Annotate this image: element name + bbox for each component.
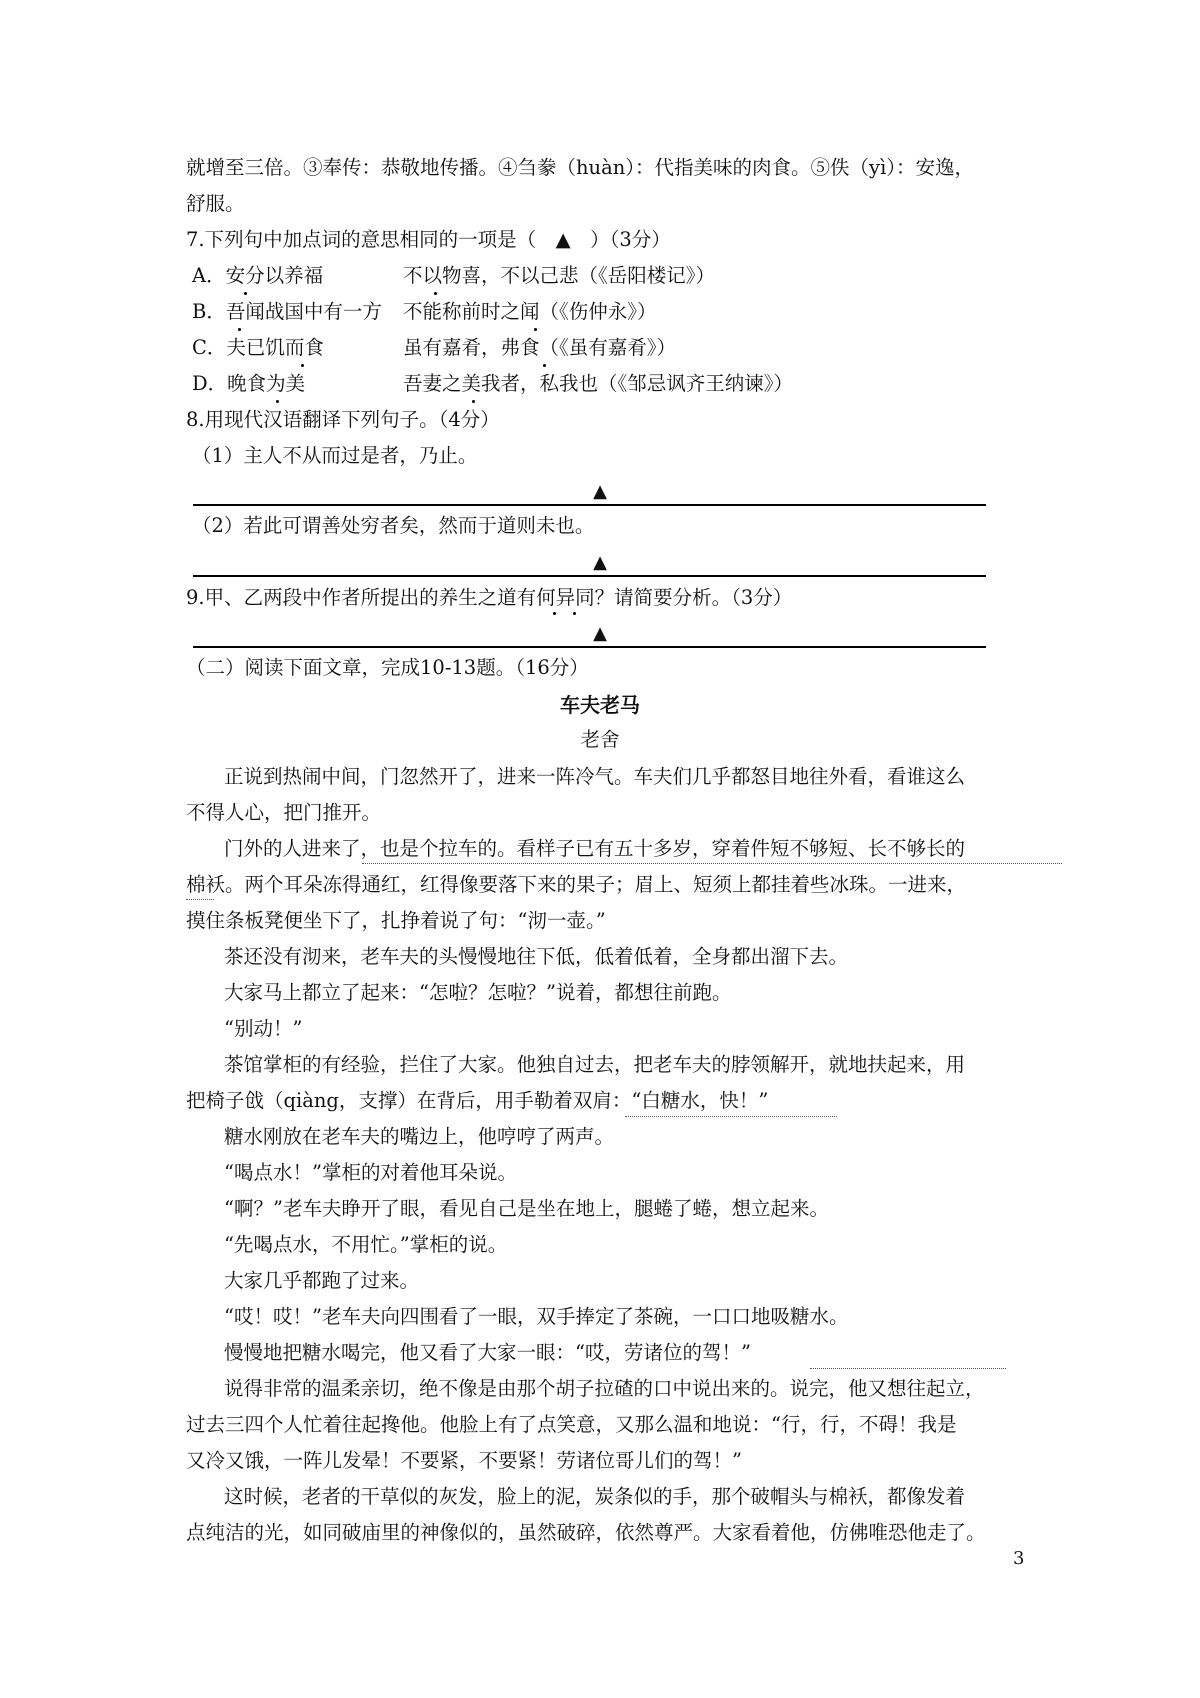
emphasis-dot [534, 328, 537, 331]
answer-line[interactable] [193, 504, 986, 506]
article-author: 老舍 [580, 728, 620, 751]
paragraph-line: 棉袄。两个耳朵冻得通红，红得像要落下来的果子；眉上、短须上都挂着些冰珠。一进来， [186, 873, 967, 896]
paragraph-line: 糖水刚放在老车夫的嘴边上，他哼哼了两声。 [224, 1125, 615, 1148]
paragraph-line: 茶还没有沏来，老车夫的头慢慢地往下低，低着低着，全身都出溜下去。 [224, 945, 849, 968]
option-a-left: A．安分以养福 [192, 264, 324, 287]
emphasis-dot [301, 364, 304, 367]
emphasis-dot [573, 612, 576, 615]
paragraph-line: “别动！” [224, 1017, 303, 1040]
answer-mark: ▲ [593, 481, 607, 502]
paragraph-line: 大家几乎都跑了过来。 [224, 1269, 420, 1292]
paragraph-line: “先喝点水，不用忙。”掌柜的说。 [224, 1233, 508, 1256]
paragraph-line: 又冷又饿，一阵儿发晕！不要紧，不要紧！劳诸位哥儿们的驾！” [186, 1449, 742, 1472]
emphasis-dot [472, 400, 475, 403]
paragraph-line: 过去三四个人忙着往起搀他。他脸上有了点笑意，又那么温和地说：“行，行，不碍！我是 [186, 1413, 957, 1436]
option-d-right: 吾妻之美我者，私我也（《邹忌讽齐王纳谏》） [403, 372, 794, 395]
wavy-underline [186, 899, 214, 900]
paragraph-line: 慢慢地把糖水喝完，他又看了大家一眼：“哎，劳诸位的驾！” [224, 1341, 751, 1364]
option-b-right: 不能称前时之闻（《伤仲永》） [403, 300, 657, 323]
paragraph-line: “喝点水！”掌柜的对着他耳朵说。 [224, 1161, 517, 1184]
option-c-left: C．夫已饥而食 [192, 336, 324, 359]
option-a-right: 不以物喜，不以己悲（《岳阳楼记》） [403, 264, 716, 287]
paragraph-line: 大家马上都立了起来：“怎啦？怎啦？”说着，都想往前跑。 [224, 981, 732, 1004]
question-8-stem: 8.用现代汉语翻译下列句子。（4分） [186, 408, 500, 431]
answer-mark: ▲ [593, 623, 607, 644]
emphasis-dot [276, 400, 279, 403]
paragraph-line: “哎！哎！”老车夫向四围看了一眼，双手捧定了茶碗，一口口地吸糖水。 [224, 1305, 849, 1328]
question-9-stem: 9.甲、乙两段中作者所提出的养生之道有何异同？请简要分析。（3分） [186, 586, 793, 609]
option-c-right: 虽有嘉肴，弗食（《虽有嘉肴》） [403, 336, 677, 359]
paragraph-line: 不得人心，把门推开。 [186, 801, 382, 824]
paragraph-line: 门外的人进来了，也是个拉车的。看样子已有五十多岁，穿着件短不够短、长不够长的 [224, 837, 966, 860]
wavy-underline [362, 863, 1062, 864]
article-title: 车夫老马 [560, 693, 640, 717]
paragraph-line: 茶馆掌柜的有经验，拦住了大家。他独自过去，把老车夫的脖领解开，就地扶起来，用 [224, 1053, 966, 1076]
emphasis-dot [543, 364, 546, 367]
footnote-line: 舒服。 [186, 192, 245, 215]
paragraph-line: 正说到热闹中间，门忽然开了，进来一阵冷气。车夫们几乎都怒目地往外看，看谁这么 [224, 765, 966, 788]
wavy-underline [625, 1116, 837, 1117]
emphasis-dot [238, 328, 241, 331]
paragraph-line: 摸住条板凳便坐下了，扎挣着说了句：“沏一壶。” [186, 909, 606, 932]
page-number: 3 [1013, 1548, 1025, 1569]
answer-line[interactable] [193, 575, 986, 577]
question-7-stem: 7.下列句中加点词的意思相同的一项是（ ▲ ）（3分） [186, 228, 671, 251]
answer-mark: ▲ [593, 552, 607, 573]
emphasis-dot [244, 292, 247, 295]
question-8-sentence-2: （2）若此可谓善处穷者矣，然而于道则未也。 [192, 514, 595, 537]
section-heading: （二）阅读下面文章，完成10-13题。（16分） [186, 656, 589, 679]
question-8-sentence-1: （1）主人不从而过是者，乃止。 [192, 444, 478, 467]
emphasis-dot [434, 292, 437, 295]
paragraph-line: “啊？”老车夫睁开了眼，看见自己是坐在地上，腿蜷了蜷，想立起来。 [224, 1197, 829, 1220]
option-d-left: D．晚食为美 [192, 372, 306, 395]
paragraph-line: 点纯洁的光，如同破庙里的神像似的，虽然破碎，依然尊严。大家看着他，仿佛唯恐他走了。 [186, 1521, 986, 1544]
answer-line[interactable] [193, 646, 986, 648]
paragraph-line: 这时候，老者的干草似的灰发，脸上的泥，炭条似的手，那个破帽头与棉袄，都像发着 [224, 1485, 966, 1508]
option-b-left: B．吾闻战国中有一方 [192, 300, 382, 323]
footnote-line: 就增至三倍。③奉传：恭敬地传播。④刍豢（huàn）：代指美味的肉食。⑤佚（yì）：安逸， [186, 156, 975, 179]
emphasis-dot [553, 612, 556, 615]
wavy-underline [810, 1368, 1006, 1369]
paragraph-line: 说得非常的温柔亲切，绝不像是由那个胡子拉碴的口中说出来的。说完，他又想往起立， [224, 1377, 985, 1400]
paragraph-line: 把椅子戗（qiàng，支撑）在背后，用手勒着双肩：“白糖水，快！” [186, 1089, 769, 1112]
